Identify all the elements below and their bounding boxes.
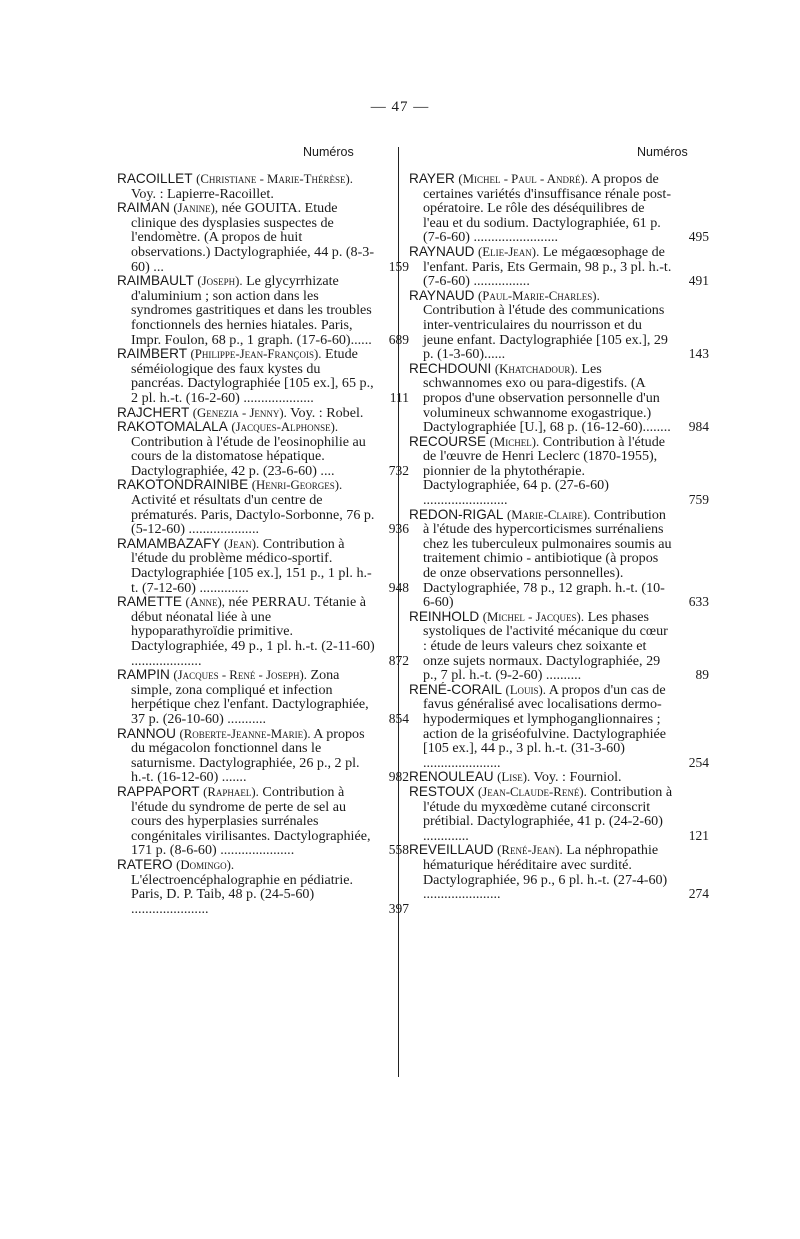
author-given-names: (Michel - Paul - André). [458, 172, 588, 186]
entry-number: 872 [388, 652, 409, 668]
index-entry [409, 360, 709, 436]
column-header-left: Numéros [303, 145, 354, 159]
entry-number: 495 [688, 229, 709, 245]
author-given-names: (Christiane - Marie-Thérèse). [196, 172, 353, 186]
entry-description: Etude séméiologique des faux kystes du pancréas. Dactylographiée [105 ex.], 65 p., 2 pl. h.-t. (16-2-60) .................... [131, 346, 374, 406]
entry-description: Voy. : Robel. [290, 404, 364, 421]
entry-number: 936 [388, 521, 409, 537]
author-surname: RAIMBAULT [117, 273, 194, 289]
entry-description: A propos de certaines variétés d'insuffisance rénale post-opératoire. Le rôle des déséquilibres de l'eau et du sodium. Dactylographiée, 61 p. (7-6-60) ........................ [423, 171, 672, 246]
entry-description: Les phases systoliques de l'activité mécanique du cœur : étude de leurs valeurs chez soixante et onze sujets normaux. Dactylographiée, 29 p., 7 pl. h.-t. (9-2-60) .......... [423, 608, 668, 684]
author-surname: RANNOU [117, 725, 176, 741]
entry-number: 982 [388, 769, 409, 785]
author-given-names: (Philippe-Jean-François). [190, 347, 322, 362]
entry-number: 854 [388, 710, 409, 726]
author-given-names: (Henri-Georges). [251, 478, 343, 493]
author-surname: REINHOLD [409, 608, 480, 624]
author-surname: RAIMAN [117, 200, 170, 216]
index-entry [117, 419, 409, 479]
index-entry [409, 287, 709, 363]
author-surname: RATERO [117, 856, 173, 872]
author-surname: RAIMBERT [117, 346, 187, 362]
entry-description: Contribution à l'étude du problème médico-sportif. Dactylographiée [105 ex.], 151 p., 1 pl. h.-t. (7-12-60) .............. [131, 535, 372, 596]
entry-number: 558 [388, 842, 409, 858]
author-surname: RECOURSE [409, 433, 487, 449]
author-surname: RESTOUX [409, 783, 475, 799]
entry-number: 274 [688, 886, 709, 902]
author-surname: RAMETTE [117, 594, 182, 610]
entry-description: Zona simple, zona compliqué et infection herpétique chez l'enfant. Dactylographiée, 37 p. (26-10-60) ........... [131, 667, 369, 727]
column-divider [398, 147, 399, 1077]
right-column [409, 171, 709, 903]
author-given-names: (Jean). [224, 536, 260, 551]
index-entry [117, 594, 409, 669]
index-entry [409, 433, 709, 509]
author-surname: RAMAMBAZAFY [117, 535, 221, 551]
author-given-names: (Elie-Jean). [478, 244, 540, 259]
author-given-names: (Domingo). [176, 857, 235, 872]
index-entry [117, 346, 409, 406]
index-entry [409, 608, 709, 684]
index-entry [117, 856, 409, 917]
author-surname: RAKOTONDRAINIBE [117, 477, 249, 493]
index-entry [117, 477, 409, 538]
author-given-names: (Anne), [185, 595, 225, 610]
index-entry [409, 770, 673, 785]
entry-description: née GOUITA. Etude clinique des dysplasies suspectes de l'endomètre. (A propos de huit observations.) Dactylographiée, 44 p. (8-3-60) ... [131, 200, 375, 275]
index-entry [117, 172, 375, 201]
author-given-names: (Khatchadour). [494, 361, 578, 376]
author-surname: RENÉ-CORAIL [409, 681, 502, 697]
entry-description: Activité et résultats d'un centre de prématurés. Paris, Dactylo-Sorbonne, 76 p. (5-12-60) .................... [131, 492, 375, 538]
index-entry [409, 783, 709, 844]
entry-description: L'électroencéphalographie en pédiatrie. Paris, D. P. Taib, 48 p. (24-5-60) ...................... [131, 871, 354, 917]
author-given-names: (Louis). [505, 682, 546, 697]
author-surname: RAYNAUD [409, 287, 475, 303]
entry-number: 111 [389, 389, 409, 405]
author-given-names: (Genezia - Jenny). [192, 405, 287, 420]
entry-number: 121 [688, 827, 709, 843]
index-entry [117, 273, 409, 348]
index-entry [117, 406, 375, 421]
index-entry [117, 667, 409, 727]
entry-number: 633 [688, 594, 709, 610]
author-given-names: (Paul-Marie-Charles). [478, 288, 600, 303]
author-given-names: (Marie-Claire). [506, 507, 591, 522]
author-surname: RECHDOUNI [409, 360, 492, 376]
index-entry [117, 725, 409, 786]
index-entry [117, 783, 409, 859]
entry-description: Contribution à l'étude du myxœdème cutané circonscrit prétibial. Dactylographiée, 41 p. (24-2-60) ............. [423, 783, 673, 844]
left-column [117, 171, 409, 917]
author-surname: REDON-RIGAL [409, 506, 504, 522]
entry-number: 159 [388, 258, 409, 274]
author-surname: RENOULEAU [409, 769, 494, 785]
entry-description: née PERRAU. Tétanie à début néonatal liée à une hypoparathyroïdie primitive. Dactylographiée, 49 p., 1 pl. h.-t. (2-11-60) .................... [131, 594, 375, 669]
author-surname: RACOILLET [117, 171, 193, 186]
entry-number: 948 [388, 579, 409, 595]
entry-number: 984 [688, 419, 709, 435]
author-given-names: (Michel - Jacques). [482, 609, 585, 624]
author-surname: REVEILLAUD [409, 842, 494, 858]
entry-description: A propos d'un cas de favus généralisé avec localisations dermo-hypodermiques et lymphoganglionnaires ; action de la griséofulvine. Dactylographiée [105 ex.], 44 p., 3 pl. h.-t. (31-3-60) ...................... [423, 681, 667, 771]
entry-number: 254 [688, 754, 709, 770]
index-entry [117, 200, 409, 275]
entry-number: 732 [388, 462, 409, 478]
entry-description: Contribution à l'étude de l'œuvre de Henri Leclerc (1870-1955), pionnier de la phytothérapie. Dactylographiée, 64 p. (27-6-60) ........................ [423, 433, 666, 509]
entry-number: 89 [695, 667, 709, 683]
author-surname: RAYER [409, 171, 455, 186]
entry-description: Le mégaœsophage de l'enfant. Paris, Ets Germain, 98 p., 3 pl. h.-t. (7-6-60) ................ [423, 243, 672, 290]
entry-number: 689 [388, 331, 409, 347]
author-given-names: (Jacques - René - Joseph). [173, 668, 307, 683]
index-entry [409, 171, 709, 246]
author-given-names: (Joseph). [197, 274, 243, 289]
author-given-names: (Lise). [497, 770, 531, 785]
entry-description: Contribution à l'étude des hypercorticismes surrénaliens chez les tuberculeux pulmonaires soumis au traitement chimio - antibiotique (à propos de onze observations personnelles). Dactylographiée, 78 p., 12 graph. h.-t. (10-6-60) [423, 506, 672, 611]
index-entry [409, 842, 709, 903]
entry-description: Le glycyrrhizate d'aluminium ; son action dans les syndromes gastritiques et dans les troubles fonctionnels des hernies hiatales. Paris, Impr. Foulon, 68 p., 1 graph. (17-6-60)...... [131, 273, 372, 348]
entry-description: Contribution à l'étude des communications inter-ventriculaires du nourrisson et du jeune enfant. Dactylographiée [105 ex.], 29 p. (1-3-60)...... [423, 302, 668, 363]
author-given-names: (Janine), [173, 201, 219, 216]
page-number: — 47 — [370, 99, 430, 115]
entry-number: 759 [688, 492, 709, 508]
author-surname: RAMPIN [117, 667, 170, 683]
author-given-names: (Raphael). [203, 784, 259, 799]
author-given-names: (Michel). [489, 434, 540, 449]
index-entry [409, 243, 709, 290]
index-entry [409, 681, 709, 771]
entry-description: Contribution à l'étude de l'eosinophilie au cours de la distomatose hépatique. Dactylographiée, 42 p. (23-6-60) .... [131, 433, 366, 479]
entry-description: Voy. : Lapierre-Racoillet. [131, 185, 274, 202]
entry-description: A propos du mégacolon fonctionnel dans le saturnisme. Dactylographiée, 26 p., 2 pl. h.-t. (16-12-60) ....... [131, 725, 365, 786]
entry-number: 143 [688, 346, 709, 362]
index-entry [117, 535, 409, 596]
index-entry [409, 506, 709, 611]
entry-number: 397 [388, 900, 409, 916]
author-surname: RAYNAUD [409, 243, 475, 259]
author-surname: RAJCHERT [117, 404, 190, 420]
entry-description: Voy. : Fourniol. [533, 769, 622, 786]
entry-description: Contribution à l'étude du syndrome de perte de sel au cours des hyperplasies surrénales congénitales virilisantes. Dactylographiée, 171 p. (8-6-60) ..................... [131, 783, 371, 859]
entry-description: Les schwannomes exo ou para-digestifs. (A propos d'une observation personnelle d'un volumineux schwannome exogastrique.) Dactylographiée [U.], 68 p. (16-12-60)........ [423, 360, 671, 436]
column-header-right: Numéros [637, 145, 688, 159]
author-surname: RAPPAPORT [117, 783, 200, 799]
author-given-names: (Roberte-Jeanne-Marie). [179, 726, 311, 741]
author-given-names: (Jacques-Alphonse). [231, 420, 339, 435]
entry-description: La néphropathie hématurique héréditaire avec surdité. Dactylographiée, 96 p., 6 pl. h.-t. (27-4-60) ...................... [423, 842, 668, 903]
entry-number: 491 [688, 273, 709, 289]
author-surname: RAKOTOMALALA [117, 419, 228, 435]
author-given-names: (René-Jean). [497, 843, 563, 858]
author-given-names: (Jean-Claude-René). [478, 784, 587, 799]
